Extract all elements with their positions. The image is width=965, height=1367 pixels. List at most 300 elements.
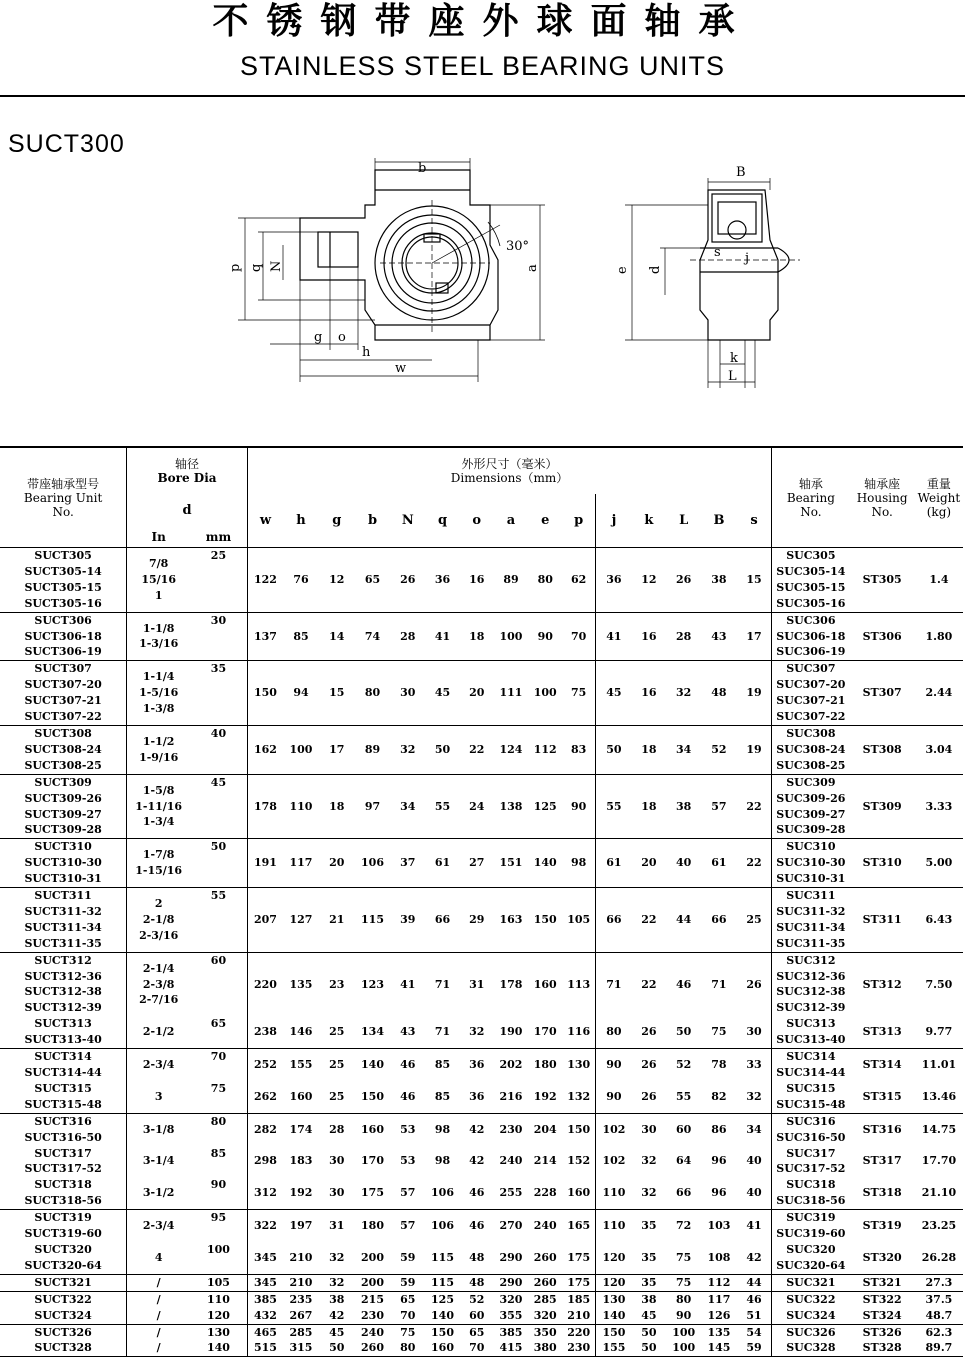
dim-a: 320 — [494, 1291, 529, 1307]
dim-B: 108 — [707, 1250, 731, 1264]
dim-N: 59 — [400, 1250, 416, 1264]
dim-e: 380 — [528, 1340, 562, 1356]
header-weight: 重量 Weight (kg) — [915, 447, 963, 548]
bore-inch-list — [127, 612, 190, 661]
dim-B: 103 — [701, 1210, 737, 1242]
dim-N: 57 — [400, 1186, 416, 1200]
bore-inch: / — [127, 1291, 190, 1307]
header-bearing-unit: 带座轴承型号 Bearing Unit No. — [0, 447, 127, 548]
dim-p: 210 — [562, 1308, 596, 1324]
dim-j: 71 — [596, 952, 632, 1016]
dim-L: 50 — [676, 1025, 692, 1039]
weight-kg: 11.01 — [915, 1049, 963, 1081]
table-row — [0, 548, 963, 613]
unit-number-list — [0, 839, 127, 888]
dim-s: 44 — [737, 1274, 772, 1291]
dim-N: 28 — [390, 612, 425, 661]
unit-number-list-line: SUCT306 — [34, 613, 92, 627]
bore-mm-value: 30 — [210, 613, 227, 627]
bore-inch-list-line: 1 — [154, 588, 163, 602]
bearing-number-list-line: SUC312-38 — [776, 985, 846, 999]
dim-a: 230 — [494, 1113, 529, 1145]
bearing-number-list — [772, 1081, 850, 1113]
dim-h: 100 — [283, 725, 319, 774]
dim-L: 52 — [666, 1049, 701, 1081]
unit-number-list-line: SUCT317-52 — [24, 1162, 102, 1176]
title-divider — [0, 95, 965, 97]
bore-inch-list-line: 1-1/4 — [142, 670, 175, 684]
dim-L: 46 — [666, 952, 701, 1016]
bore-inch-list-line: 1-3/4 — [142, 815, 175, 829]
housing-number: ST318 — [862, 1186, 902, 1200]
bearing-number-list-line: SUC312-39 — [776, 1001, 846, 1015]
unit-number-list-line: SUCT309-27 — [24, 807, 102, 821]
dim-N: 37 — [390, 839, 425, 888]
unit-number: SUCT324 — [0, 1308, 127, 1324]
dim-s: 34 — [737, 1113, 772, 1145]
dim-o: 42 — [469, 1154, 485, 1168]
bearing-number-list — [772, 725, 850, 774]
bore-inch-list-line: 2-1/4 — [142, 961, 175, 975]
dim-s: 15 — [737, 548, 772, 613]
dim-g: 17 — [319, 725, 355, 774]
dim-w: 238 — [253, 1025, 277, 1039]
bearing-number: SUC328 — [772, 1340, 850, 1356]
dim-a: 240 — [499, 1154, 523, 1168]
dim-q: 55 — [425, 774, 460, 839]
table-group — [0, 888, 963, 953]
unit-number-list-line: SUCT312 — [34, 953, 92, 967]
dim-o: 16 — [460, 548, 494, 613]
bore-mm — [190, 612, 247, 661]
dim-h: 174 — [283, 1113, 319, 1145]
dim-B: 96 — [711, 1186, 727, 1200]
dim-q: 71 — [425, 952, 460, 1016]
unit-number-list-line: SUCT320-64 — [24, 1258, 102, 1272]
bore-inch-list-line: 2-3/8 — [142, 977, 175, 991]
weight-kg: 3.33 — [915, 774, 963, 839]
bearing-number-list-line: SUC308-25 — [776, 758, 846, 772]
dim-h: 160 — [289, 1089, 313, 1103]
table-row — [0, 1210, 963, 1242]
header-housing-no: 轴承座 Housing No. — [849, 447, 914, 548]
bearing-number-list-line: SUC311-35 — [776, 936, 846, 950]
dim-q: 98 — [434, 1154, 451, 1168]
bore-inch-list — [127, 1049, 190, 1081]
bore-mm-value: 45 — [210, 775, 227, 789]
weight-kg: 9.77 — [925, 1025, 953, 1039]
bore-inch-list-line: 1-7/8 — [142, 848, 175, 862]
dim-w: 220 — [247, 952, 283, 1016]
weight-kg: 1.4 — [915, 548, 963, 613]
table-row — [0, 1291, 963, 1307]
dim-q: 140 — [431, 1308, 454, 1322]
dim-s: 25 — [737, 888, 772, 953]
bore-inch-list-line: 2-1/2 — [142, 1025, 175, 1039]
bore-mm — [190, 1146, 247, 1178]
bore-mm — [190, 1177, 247, 1209]
dim-k: 12 — [632, 548, 667, 613]
dim-k: 30 — [632, 1113, 667, 1145]
bore-mm — [190, 1081, 247, 1113]
bore-mm — [190, 661, 247, 726]
table-group — [0, 612, 963, 661]
dim-s: 22 — [737, 839, 772, 888]
housing-number: ST308 — [849, 725, 914, 774]
unit-number-list-line: SUCT307-22 — [24, 710, 102, 724]
label-o: o — [338, 330, 346, 345]
bore-mm — [190, 725, 247, 774]
table-group — [0, 1146, 963, 1178]
bearing-number-list-line: SUC308 — [786, 726, 836, 740]
dim-b: 134 — [361, 1025, 384, 1039]
housing-number: ST314 — [849, 1049, 914, 1081]
dim-a: 190 — [499, 1025, 523, 1039]
bore-mm — [190, 1210, 247, 1242]
dim-g: 30 — [329, 1186, 345, 1200]
bore-inch-list-line: 2-1/8 — [142, 912, 175, 926]
dim-w: 312 — [253, 1186, 277, 1200]
dim-o: 65 — [460, 1324, 494, 1340]
dim-L: 100 — [666, 1340, 701, 1356]
housing-number: ST326 — [849, 1324, 914, 1340]
unit-number-list — [0, 1210, 127, 1242]
dim-B: 57 — [701, 774, 737, 839]
dim-p: 185 — [562, 1291, 596, 1307]
dim-a: 290 — [494, 1274, 529, 1291]
bearing-number-list-line: SUC307-22 — [776, 710, 846, 724]
dim-s: 19 — [737, 661, 772, 726]
weight-kg: 1.80 — [915, 612, 963, 661]
dim-a: 124 — [494, 725, 529, 774]
dim-e: 90 — [528, 612, 562, 661]
bearing-number-list-line: SUC315-48 — [776, 1097, 846, 1111]
dim-N: 34 — [390, 774, 425, 839]
dim-h: 85 — [283, 612, 319, 661]
dim-e: 285 — [528, 1291, 562, 1307]
bore-inch-list-line: 2 — [154, 896, 163, 910]
dim-h: 315 — [283, 1340, 319, 1356]
unit-number-list-line: SUCT310 — [34, 840, 92, 854]
bearing-number-list-line: SUC314 — [786, 1050, 836, 1064]
label-k: k — [730, 351, 738, 366]
housing-number: ST322 — [849, 1291, 914, 1307]
dim-g: 45 — [319, 1324, 355, 1340]
bore-inch-list-line: 1-11/16 — [135, 799, 183, 813]
bearing-number-list-line: SUC318-56 — [776, 1194, 846, 1208]
housing-number: ST305 — [849, 548, 914, 613]
bearing-number-list-line: SUC306-19 — [776, 645, 846, 659]
dim-j: 90 — [596, 1049, 632, 1081]
weight-kg: 89.7 — [915, 1340, 963, 1356]
dim-w: 322 — [247, 1210, 283, 1242]
unit-number-list — [0, 1113, 127, 1145]
table-row — [0, 774, 963, 839]
housing-number: ST313 — [862, 1025, 902, 1039]
dim-a: 270 — [494, 1210, 529, 1242]
specification-table — [0, 446, 963, 1357]
bore-mm: 110 — [190, 1291, 247, 1307]
weight-kg: 13.46 — [921, 1089, 957, 1103]
dim-j: 150 — [596, 1324, 632, 1340]
dim-L: 75 — [676, 1250, 692, 1264]
dim-q: 115 — [431, 1250, 454, 1264]
dim-j: 102 — [602, 1154, 626, 1168]
dim-a: 100 — [494, 612, 529, 661]
header-dim-s: s — [750, 512, 758, 528]
dim-e: 125 — [528, 774, 562, 839]
dim-h: 76 — [283, 548, 319, 613]
dim-w: 345 — [253, 1250, 277, 1264]
dim-a: 151 — [494, 839, 529, 888]
dim-o: 52 — [460, 1291, 494, 1307]
unit-number-list-line: SUCT305 — [34, 549, 92, 562]
dim-q: 98 — [425, 1113, 460, 1145]
dim-s: 51 — [746, 1308, 762, 1322]
dim-g: 15 — [319, 661, 355, 726]
dim-p: 160 — [562, 1177, 596, 1209]
label-e: e — [615, 266, 630, 274]
weight-kg: 7.50 — [915, 952, 963, 1016]
bore-inch-list — [127, 888, 190, 953]
dim-q: 160 — [425, 1340, 460, 1356]
table-group — [0, 1113, 963, 1145]
dim-a: 216 — [499, 1089, 523, 1103]
dim-w: 262 — [253, 1089, 277, 1103]
dim-N: 53 — [400, 1154, 416, 1168]
table-group — [0, 548, 963, 613]
dim-b: 200 — [361, 1250, 384, 1264]
label-p: p — [228, 263, 243, 272]
unit-number-list-line: SUCT307 — [34, 662, 92, 676]
dim-b: 180 — [355, 1210, 391, 1242]
dim-p: 132 — [562, 1081, 596, 1113]
table-row — [0, 1274, 963, 1291]
unit-number-list-line: SUCT313 — [34, 1017, 92, 1031]
dim-w: 465 — [247, 1324, 283, 1340]
table-row — [0, 1340, 963, 1356]
bore-inch-list — [127, 1177, 190, 1209]
dim-p: 90 — [562, 774, 596, 839]
dim-k: 32 — [641, 1154, 657, 1168]
bearing-number-list-line: SUC311-34 — [776, 920, 846, 934]
dim-g: 23 — [319, 952, 355, 1016]
dim-b: 123 — [355, 952, 391, 1016]
bore-mm-value: 75 — [210, 1081, 227, 1095]
dim-j: 120 — [602, 1250, 626, 1264]
bearing-number-list-line: SUC307-20 — [776, 678, 846, 692]
label-g: g — [314, 330, 323, 345]
dim-e: 80 — [528, 548, 562, 613]
bore-inch-list-line: 2-3/16 — [139, 928, 179, 942]
dim-p: 220 — [562, 1324, 596, 1340]
bearing-number-list — [772, 1210, 850, 1242]
bearing-number-list — [772, 952, 850, 1016]
dim-j: 110 — [602, 1186, 626, 1200]
dim-p: 75 — [562, 661, 596, 726]
dim-s: 19 — [737, 725, 772, 774]
bore-mm-value: 35 — [210, 662, 227, 676]
bearing-number-list-line: SUC310-31 — [776, 872, 846, 886]
weight-kg: 14.75 — [915, 1113, 963, 1145]
dim-w: 137 — [247, 612, 283, 661]
bearing-number-list-line: SUC311-32 — [776, 904, 846, 918]
bore-mm — [190, 1113, 247, 1145]
dim-N: 53 — [390, 1113, 425, 1145]
bore-mm — [190, 1016, 247, 1048]
dim-q: 85 — [425, 1049, 460, 1081]
dim-j: 130 — [596, 1291, 632, 1307]
dim-j: 120 — [596, 1274, 632, 1291]
unit-number-list — [0, 1016, 127, 1048]
dim-w: 207 — [247, 888, 283, 953]
dim-b: 175 — [361, 1186, 384, 1200]
bearing-number-list — [772, 774, 850, 839]
label-w: w — [395, 361, 407, 376]
dim-g: 31 — [319, 1210, 355, 1242]
dim-b: 160 — [355, 1113, 391, 1145]
table-group — [0, 1177, 963, 1209]
dim-j: 45 — [596, 661, 632, 726]
unit-number-list-line: SUCT310-30 — [24, 856, 102, 870]
label-j: j — [745, 251, 750, 266]
header-dim-j: j — [611, 512, 617, 528]
dim-k: 38 — [632, 1291, 667, 1307]
bearing-number-list-line: SUC320-64 — [776, 1258, 846, 1272]
unit-number-list-line: SUCT314 — [34, 1050, 92, 1064]
dim-w: 282 — [247, 1113, 283, 1145]
dim-B: 38 — [701, 548, 737, 613]
dim-g: 30 — [329, 1154, 345, 1168]
weight-kg: 48.7 — [925, 1308, 953, 1322]
dim-w: 252 — [247, 1049, 283, 1081]
table-group — [0, 1081, 963, 1113]
bearing-number-list-line: SUC310-30 — [776, 856, 846, 870]
housing-number: ST310 — [849, 839, 914, 888]
dim-b: 140 — [355, 1049, 391, 1081]
bearing-number-list-line: SUC309-27 — [776, 807, 846, 821]
dim-N: 80 — [390, 1340, 425, 1356]
unit-number-list — [0, 1146, 127, 1178]
dim-k: 18 — [632, 774, 667, 839]
bore-mm — [190, 1049, 247, 1081]
dim-s: 40 — [746, 1154, 762, 1168]
dim-s: 42 — [746, 1250, 762, 1264]
bore-inch: / — [127, 1324, 190, 1340]
dim-e: 180 — [528, 1049, 562, 1081]
label-a: a — [525, 264, 540, 272]
unit-number-list-line: SUCT314-44 — [24, 1066, 102, 1079]
dim-k: 50 — [632, 1324, 667, 1340]
bearing-number-list-line: SUC306 — [786, 613, 836, 627]
bore-inch-list — [127, 1016, 190, 1048]
dim-w: 150 — [247, 661, 283, 726]
dim-k: 50 — [632, 1340, 667, 1356]
dim-o: 22 — [460, 725, 494, 774]
dim-L: 90 — [676, 1308, 692, 1322]
bearing-number-list-line: SUC312-36 — [776, 969, 846, 983]
model-heading: SUCT300 — [8, 130, 125, 158]
unit-number-list-line: SUCT305-16 — [24, 596, 102, 610]
dim-o: 36 — [460, 1049, 494, 1081]
bore-mm — [190, 548, 247, 613]
bore-inch: / — [156, 1308, 161, 1322]
bearing-number-list-line: SUC314-44 — [776, 1066, 846, 1079]
bore-mm-value: 60 — [210, 953, 227, 967]
bearing-number-list — [772, 1146, 850, 1178]
table-group — [0, 1242, 963, 1274]
weight-kg: 6.43 — [915, 888, 963, 953]
dim-L: 100 — [666, 1324, 701, 1340]
unit-number-list — [0, 888, 127, 953]
weight-kg: 3.04 — [915, 725, 963, 774]
dim-k: 18 — [632, 725, 667, 774]
dim-w: 515 — [247, 1340, 283, 1356]
dim-j: 110 — [596, 1210, 632, 1242]
dim-B: 112 — [701, 1274, 737, 1291]
dim-o: 31 — [460, 952, 494, 1016]
dim-k: 35 — [632, 1210, 667, 1242]
dim-b: 65 — [355, 548, 391, 613]
dim-e: 260 — [528, 1274, 562, 1291]
dim-L: 34 — [666, 725, 701, 774]
bearing-number-list-line: SUC317-52 — [776, 1162, 846, 1176]
bore-mm-value: 85 — [210, 1146, 227, 1160]
dim-k: 22 — [632, 952, 667, 1016]
dim-h: 117 — [283, 839, 319, 888]
dim-g: 21 — [319, 888, 355, 953]
dim-o: 48 — [469, 1250, 485, 1264]
weight-kg: 2.44 — [915, 661, 963, 726]
dim-h: 110 — [283, 774, 319, 839]
dim-L: 72 — [666, 1210, 701, 1242]
dim-b: 80 — [355, 661, 391, 726]
dim-b: 74 — [355, 612, 391, 661]
dim-h: 127 — [283, 888, 319, 953]
bearing-number-list-line: SUC309-26 — [776, 791, 846, 805]
bore-inch-list-line: 1-3/8 — [142, 702, 175, 716]
label-L: L — [728, 369, 737, 384]
dim-k: 26 — [632, 1049, 667, 1081]
dim-L: 26 — [666, 548, 701, 613]
weight-kg: 23.25 — [915, 1210, 963, 1242]
unit-number-list-line: SUCT305-15 — [24, 580, 102, 594]
bore-mm-value: 95 — [210, 1211, 227, 1225]
bore-inch-list — [127, 1113, 190, 1145]
bearing-number-list — [772, 1242, 850, 1274]
unit-number-list-line: SUCT308-25 — [24, 758, 102, 772]
unit-number-list-line: SUCT316-50 — [24, 1130, 102, 1144]
dim-q: 50 — [425, 725, 460, 774]
unit-number-list-line: SUCT318-56 — [24, 1194, 102, 1208]
dim-j: 61 — [596, 839, 632, 888]
housing-number: ST309 — [849, 774, 914, 839]
dim-q: 61 — [425, 839, 460, 888]
table-group — [0, 839, 963, 888]
dim-b: 240 — [355, 1324, 391, 1340]
dim-p: 165 — [562, 1210, 596, 1242]
weight-kg: 27.3 — [915, 1274, 963, 1291]
dim-N: 26 — [390, 548, 425, 613]
dim-N: 65 — [390, 1291, 425, 1307]
bore-inch-list-line: 1-1/2 — [142, 734, 175, 748]
unit-number-list-line: SUCT307-20 — [24, 678, 102, 692]
dim-a: 290 — [499, 1250, 523, 1264]
dim-o: 60 — [469, 1308, 485, 1322]
dim-k: 16 — [632, 612, 667, 661]
bore-mm: 140 — [190, 1340, 247, 1356]
bore-mm-value: 80 — [210, 1114, 227, 1128]
